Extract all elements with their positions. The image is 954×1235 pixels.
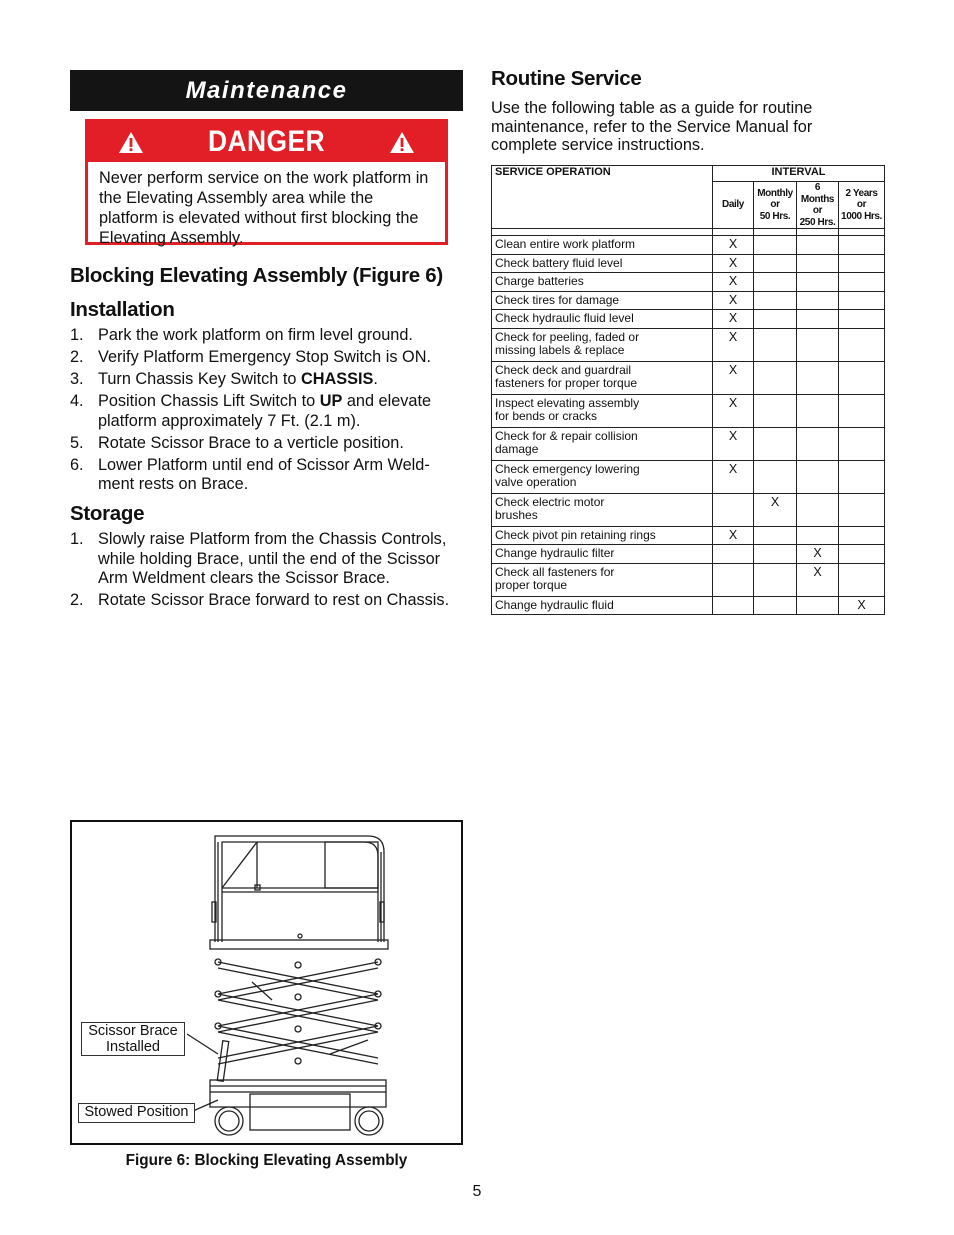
interval-header bbox=[839, 182, 885, 229]
service-operation-cell bbox=[492, 328, 713, 361]
interval-mark bbox=[839, 526, 885, 545]
interval-mark bbox=[754, 526, 797, 545]
installation-heading: Installation bbox=[70, 298, 175, 321]
service-operation-cell bbox=[492, 493, 713, 526]
interval-mark bbox=[839, 328, 885, 361]
callout-brace-line-2: Installed bbox=[105, 1039, 160, 1055]
step-number: 1. bbox=[70, 530, 84, 548]
storage-step bbox=[70, 591, 463, 611]
step-number: 2. bbox=[70, 348, 84, 366]
interval-mark: X bbox=[797, 563, 839, 596]
table-row bbox=[492, 563, 885, 596]
interval-mark bbox=[754, 310, 797, 329]
service-operation-line: Charge batteries bbox=[495, 274, 584, 288]
table-row bbox=[492, 291, 885, 310]
interval-header-line: or bbox=[770, 199, 780, 211]
interval-mark: X bbox=[797, 545, 839, 564]
danger-box bbox=[85, 119, 448, 245]
interval-mark bbox=[797, 493, 839, 526]
interval-mark bbox=[839, 361, 885, 394]
interval-mark bbox=[839, 460, 885, 493]
interval-mark bbox=[797, 291, 839, 310]
installation-steps bbox=[70, 326, 463, 497]
routine-service-heading: Routine Service bbox=[491, 67, 642, 90]
interval-mark: X bbox=[713, 394, 754, 427]
service-operation-cell bbox=[492, 394, 713, 427]
column-header-interval: INTERVAL bbox=[713, 166, 885, 182]
interval-header bbox=[713, 182, 754, 229]
installation-step bbox=[70, 326, 463, 346]
step-number: 2. bbox=[70, 591, 84, 609]
service-operation-line: Check hydraulic fluid level bbox=[495, 311, 634, 325]
service-operation-line: Check pivot pin retaining rings bbox=[495, 527, 656, 542]
service-operation-line: valve operation bbox=[495, 475, 577, 489]
interval-mark bbox=[754, 361, 797, 394]
step-number: 4. bbox=[70, 392, 84, 410]
danger-text: Never perform service on the work platform in the Elevating Assembly area while the platform is elevated without first blocking the Elevating Assembly. bbox=[99, 169, 429, 247]
service-operation-cell bbox=[492, 273, 713, 292]
interval-mark bbox=[713, 545, 754, 564]
storage-heading: Storage bbox=[70, 502, 145, 525]
service-table bbox=[491, 165, 885, 615]
interval-mark: X bbox=[713, 273, 754, 292]
interval-header-line: Monthly bbox=[757, 187, 793, 199]
table-row bbox=[492, 310, 885, 329]
section-banner bbox=[70, 70, 463, 111]
table-row bbox=[492, 460, 885, 493]
table-row bbox=[492, 493, 885, 526]
service-operation-line: Check emergency lowering bbox=[495, 461, 640, 476]
figure-6-frame bbox=[70, 820, 463, 1145]
interval-mark bbox=[754, 291, 797, 310]
interval-mark bbox=[839, 236, 885, 255]
interval-header-line: or bbox=[856, 199, 867, 211]
step-number: 6. bbox=[70, 455, 84, 474]
step-text: Turn Chassis Key Switch to bbox=[98, 370, 301, 388]
interval-mark bbox=[754, 563, 797, 596]
blocking-heading: Blocking Elevating Assembly (Figure 6) bbox=[70, 264, 443, 287]
interval-mark bbox=[797, 394, 839, 427]
header-spacer bbox=[492, 229, 885, 236]
interval-mark bbox=[754, 254, 797, 273]
service-operation-cell bbox=[492, 563, 713, 596]
interval-mark bbox=[839, 254, 885, 273]
interval-mark bbox=[713, 493, 754, 526]
service-operation-cell bbox=[492, 361, 713, 394]
service-operation-cell bbox=[492, 460, 713, 493]
service-operation-cell bbox=[492, 310, 713, 329]
step-text: Rotate Scissor Brace to a verticle position. bbox=[98, 433, 404, 452]
interval-mark bbox=[839, 563, 885, 596]
storage-step bbox=[70, 530, 463, 589]
service-operation-cell bbox=[492, 545, 713, 564]
interval-header-line: or bbox=[812, 205, 823, 216]
warning-triangle-icon bbox=[118, 131, 144, 154]
interval-header-line: 250 Hrs. bbox=[799, 216, 836, 228]
interval-mark bbox=[754, 545, 797, 564]
installation-step bbox=[70, 348, 463, 368]
installation-step bbox=[70, 434, 463, 454]
interval-mark: X bbox=[713, 427, 754, 460]
service-operation-cell bbox=[492, 254, 713, 273]
interval-mark bbox=[713, 563, 754, 596]
interval-mark bbox=[754, 460, 797, 493]
step-text-after: . bbox=[373, 370, 378, 388]
interval-mark bbox=[754, 427, 797, 460]
table-row bbox=[492, 361, 885, 394]
service-operation-cell bbox=[492, 427, 713, 460]
step-text: Park the work platform on firm level ground. bbox=[98, 326, 413, 344]
interval-mark bbox=[754, 273, 797, 292]
interval-mark bbox=[754, 596, 797, 615]
table-row bbox=[492, 236, 885, 255]
interval-mark: X bbox=[713, 460, 754, 493]
service-operation-line: Change hydraulic fluid bbox=[495, 597, 614, 612]
callout-scissor-brace bbox=[81, 1022, 185, 1056]
step-keyword: UP bbox=[319, 392, 343, 410]
interval-mark bbox=[797, 236, 839, 255]
interval-mark bbox=[839, 291, 885, 310]
service-operation-cell bbox=[492, 526, 713, 545]
interval-mark bbox=[797, 254, 839, 273]
step-number: 5. bbox=[70, 433, 84, 452]
service-operation-line: Check all fasteners for bbox=[495, 564, 615, 579]
interval-mark bbox=[797, 273, 839, 292]
interval-mark bbox=[797, 427, 839, 460]
service-operation-cell bbox=[492, 236, 713, 255]
interval-mark bbox=[754, 236, 797, 255]
storage-steps bbox=[70, 530, 463, 613]
interval-mark bbox=[713, 596, 754, 615]
service-operation-line: Check tires for damage bbox=[495, 292, 620, 307]
installation-step bbox=[70, 456, 463, 495]
routine-service-intro: Use the following table as a guide for routine maintenance, refer to the Service Manual for complete service instructions. bbox=[491, 99, 813, 154]
service-operation-line: Clean entire work platform bbox=[495, 237, 636, 251]
interval-header-line: 6 Months bbox=[800, 182, 835, 205]
table-row bbox=[492, 427, 885, 460]
step-number: 1. bbox=[70, 326, 84, 344]
installation-step bbox=[70, 392, 463, 431]
table-row bbox=[492, 273, 885, 292]
service-operation-line: Check for peeling, faded or bbox=[495, 329, 640, 344]
interval-mark bbox=[839, 545, 885, 564]
table-row bbox=[492, 526, 885, 545]
interval-header-line: 1000 Hrs. bbox=[841, 210, 882, 222]
service-operation-cell bbox=[492, 596, 713, 615]
step-text-after: and elevate platform approximately 7 Ft. (2.1 m). bbox=[98, 392, 432, 430]
warning-triangle-icon bbox=[389, 131, 415, 154]
interval-mark bbox=[754, 328, 797, 361]
interval-mark: X bbox=[713, 526, 754, 545]
interval-header-line: Daily bbox=[722, 199, 744, 211]
step-keyword: CHASSIS bbox=[300, 370, 374, 388]
interval-mark: X bbox=[713, 254, 754, 273]
interval-mark: X bbox=[713, 291, 754, 310]
interval-mark: X bbox=[839, 596, 885, 615]
interval-mark bbox=[797, 328, 839, 361]
table-row bbox=[492, 254, 885, 273]
interval-mark: X bbox=[754, 493, 797, 526]
service-operation-line: for bends or cracks bbox=[495, 409, 598, 423]
step-number: 3. bbox=[70, 370, 84, 388]
interval-header-line: 50 Hrs. bbox=[759, 210, 791, 222]
interval-mark bbox=[839, 273, 885, 292]
service-operation-line: Check for & repair collision bbox=[495, 428, 638, 443]
callout-stowed-position: Stowed Position bbox=[78, 1103, 195, 1123]
service-operation-line: Check battery fluid level bbox=[495, 255, 623, 270]
service-operation-cell bbox=[492, 291, 713, 310]
service-operation-line: missing labels & replace bbox=[495, 343, 625, 357]
step-text: Verify Platform Emergency Stop Switch is ON. bbox=[98, 348, 431, 366]
interval-mark bbox=[797, 596, 839, 615]
service-operation-line: brushes bbox=[495, 508, 538, 522]
interval-mark: X bbox=[713, 328, 754, 361]
installation-step bbox=[70, 370, 463, 390]
column-header-operation: SERVICE OPERATION bbox=[492, 166, 713, 229]
step-text: Lower Platform until end of Scissor Arm Weld-ment rests on Brace. bbox=[98, 455, 430, 493]
interval-mark bbox=[839, 394, 885, 427]
table-row bbox=[492, 545, 885, 564]
figure-caption: Figure 6: Blocking Elevating Assembly bbox=[125, 1152, 408, 1169]
service-operation-line: fasteners for proper torque bbox=[495, 376, 638, 390]
service-operation-line: damage bbox=[495, 442, 539, 456]
interval-header-line: 2 Years bbox=[845, 187, 878, 199]
interval-mark bbox=[797, 526, 839, 545]
interval-mark bbox=[797, 460, 839, 493]
callout-brace-line-1: Scissor Brace bbox=[88, 1023, 178, 1039]
page-number: 5 bbox=[472, 1183, 482, 1200]
danger-heading: DANGER bbox=[207, 125, 326, 158]
table-row bbox=[492, 328, 885, 361]
interval-header bbox=[754, 182, 797, 229]
interval-mark bbox=[839, 310, 885, 329]
interval-mark bbox=[797, 361, 839, 394]
interval-mark: X bbox=[713, 310, 754, 329]
interval-mark: X bbox=[713, 361, 754, 394]
service-operation-line: Change hydraulic filter bbox=[495, 546, 615, 560]
service-operation-line: Check deck and guardrail bbox=[495, 362, 632, 377]
table-row bbox=[492, 394, 885, 427]
step-text: Slowly raise Platform from the Chassis Controls, while holding Brace, until the end of the Scissor Arm Weldment clears the Scissor Brace. bbox=[98, 530, 447, 587]
step-text: Rotate Scissor Brace forward to rest on Chassis. bbox=[98, 591, 450, 609]
table-row bbox=[492, 596, 885, 615]
interval-mark bbox=[839, 427, 885, 460]
danger-header bbox=[88, 122, 445, 162]
service-operation-line: Inspect elevating assembly bbox=[495, 395, 640, 410]
scissor-lift-illustration bbox=[72, 822, 461, 1143]
interval-mark bbox=[839, 493, 885, 526]
section-title: Maintenance bbox=[185, 76, 348, 104]
interval-mark: X bbox=[713, 236, 754, 255]
service-operation-line: proper torque bbox=[495, 578, 568, 592]
interval-mark bbox=[797, 310, 839, 329]
step-text: Position Chassis Lift Switch to bbox=[98, 392, 320, 410]
interval-mark bbox=[754, 394, 797, 427]
interval-header bbox=[797, 182, 839, 229]
service-operation-line: Check electric motor bbox=[495, 494, 605, 509]
